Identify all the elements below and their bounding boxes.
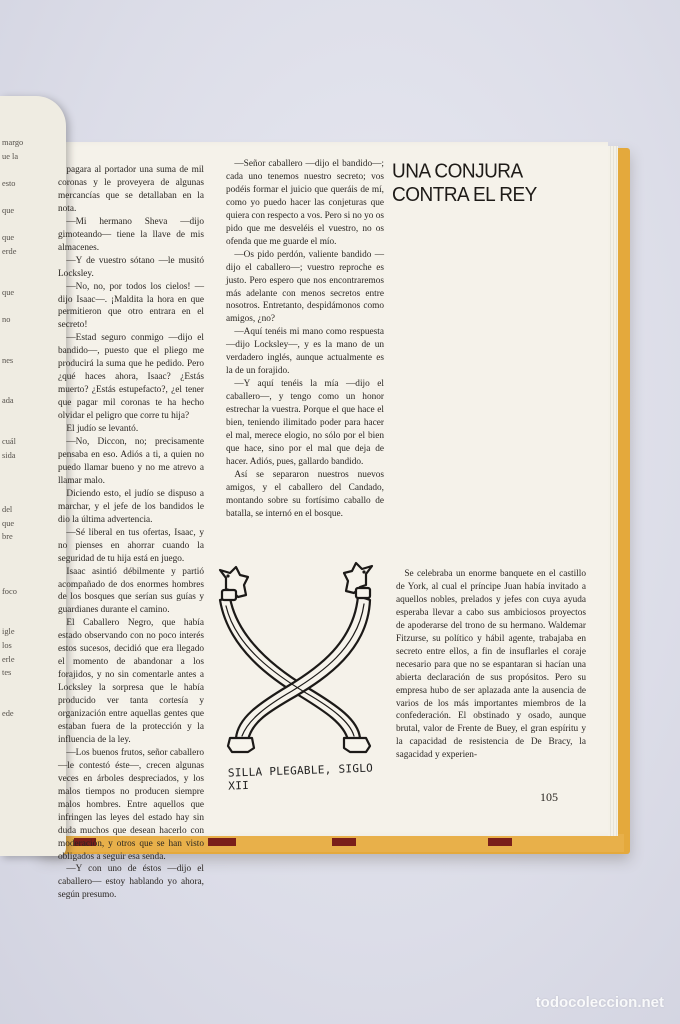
paragraph: pagara al portador una suma de mil coronas y le proveyera de algunas mercancías que se detallaban en la nota. xyxy=(58,165,204,214)
chapter-title xyxy=(392,160,592,208)
illustration-caption: SILLA PLEGABLE, SIGLO XII xyxy=(227,761,374,793)
folding-chair-illustration xyxy=(208,560,384,760)
paragraph: Se celebraba un enorme banquete en el castillo de York, al cual el príncipe Juan había invitado a aquellos nobles, prelados y jefes con cuya ayuda esperaba llevar a cabo sus ambiciosos proyectos de apoderarse del trono de su hermano. Waldemar Fitzurse, su político y hábil agente, trabajaba en secreto entre ellos, a fin de insuflarles el coraje necesario para que no se espantaran si hacían una abierta declaración de sus propósitos. Pero su empresa hubo de ser aplazada ante la ausencia de varios de los más importantes miembros de la confederación. El obstinado y osado, aunque brutal, valor de Frente de Buey, el gran espíritu y la capacidad de resistencia de De Bracy, la sagacidad y experien- xyxy=(396,569,586,761)
text-column-3 xyxy=(396,568,586,762)
stripe-mark xyxy=(332,838,356,846)
paragraph: —Y de vuestro sótano —le musitó Locksley. xyxy=(58,255,204,279)
paragraph: Así se separaron nuestros nuevos amigos, y el caballero del Candado, montando sobre su fortísimo caballo de batalla, se internó en el bosque. xyxy=(226,469,384,519)
paragraph: Isaac asintió débilmente y partió acompañado de dos enormes hombres de los bosques que serían sus guías y guardianes durante el camino. xyxy=(58,566,204,616)
paragraph: —Y con uno de éstos —dijo el caballero— estoy hablando yo ahora, según presumo. xyxy=(58,864,204,901)
text-column-2 xyxy=(226,158,384,521)
chapter-title-line-2: CONTRA EL REY xyxy=(392,183,537,207)
paragraph: —Y aquí tenéis la mía —dijo el caballero—, y tengo como un honor estrechar la vuestra. Porque el que hace el bien, teniendo ilimitado poder para hacer el mal, merece elogio, no sólo por el bien que hace, sino por el mal que deja de hacer. Adiós, pues, gallardo bandido. xyxy=(226,379,384,467)
paragraph: —No, no, por todos los cielos! —dijo Isaac—. ¡Maldita la hora en que permitieron que otro entrara en el secreto! xyxy=(58,281,204,331)
paragraph: —No, Diccon, no; precisamente pensaba en eso. Adiós a ti, a quien no puedo llamar bueno y no me atrevo a llamar malo. xyxy=(58,437,204,486)
left-page-fragments: margo ue la esto que que erde que no nes ada cuál sida del que bre foco igle los erle tes ede xyxy=(2,138,24,718)
paragraph: —Mi hermano Sheva —dijo gimoteando— tiene la llave de mis almacenes. xyxy=(58,216,204,253)
paragraph: —Los buenos frutos, señor caballero —le contestó éste—, crecen algunas veces en árboles despreciados, y los malos tiempos no producen siempre malos hombres. Entre aquellos que infringen las leyes del estado hay sin duda muchos que desean hacerlo con moderación, y otros que se han visto obligados a seguir esa senda. xyxy=(58,747,204,862)
chapter-title-line-1: UNA CONJURA xyxy=(392,160,523,183)
paragraph: —Aquí tenéis mi mano como respuesta —dijo Locksley—, y es la mano de un verdadero inglés, aunque actualmente es la de un forajido. xyxy=(226,327,384,377)
paragraph: —Estad seguro conmigo —dijo el bandido—, puesto que el pliego me producirá la suma que he pedido. Pero ¿qué haces ahora, Isaac? ¿Estás muerto? ¿Estás estupefacto?, ¿el tener que pagar mil coronas te ha hecho olvidar el peligro que corre tu hija? xyxy=(58,333,204,422)
paragraph: El judío se levantó. xyxy=(66,424,139,435)
watermark: todocoleccion.net xyxy=(535,994,664,1011)
paragraph: Diciendo esto, el judío se dispuso a marchar, y el jefe de los bandidos le dio la última advertencia. xyxy=(58,488,204,525)
stripe-mark xyxy=(488,838,512,846)
text-column-1 xyxy=(58,164,204,902)
page-number: 105 xyxy=(540,790,558,804)
paragraph: —Sé liberal en tus ofertas, Isaac, y no pienses en ahorrar cuando la seguridad de tu hija está en juego. xyxy=(58,527,204,564)
paragraph: —Os pido perdón, valiente bandido —dijo el caballero—; vuestro reproche es justo. Pero espero que nos encontraremos más adelante con menos secretos entre nosotros. Entretanto, despidámonos como amigos, ¿no? xyxy=(226,249,384,325)
stripe-mark xyxy=(208,838,236,846)
curled-left-page xyxy=(0,96,66,856)
paragraph: El Caballero Negro, que había estado observando con no poco interés estos sucesos, decidió que era llegado el momento de abandonar a los forajidos, y no sin comentarle antes a Locksley la sorpresa que le había producido ver tanta cortesía y organización entre aquellas gentes que estaban fuera de la protección y la influencia de la ley. xyxy=(58,618,204,745)
paragraph: —Señor caballero —dijo el bandido—; cada uno tenemos nuestro secreto; vos podéis formar el juicio que queráis de mí, como yo puedo hacer las conjeturas que quiera con respecto a vos. Pero si no yo os pido que me desveléis el vuestro, no os ofenda que me guarde el mío. xyxy=(226,159,385,247)
